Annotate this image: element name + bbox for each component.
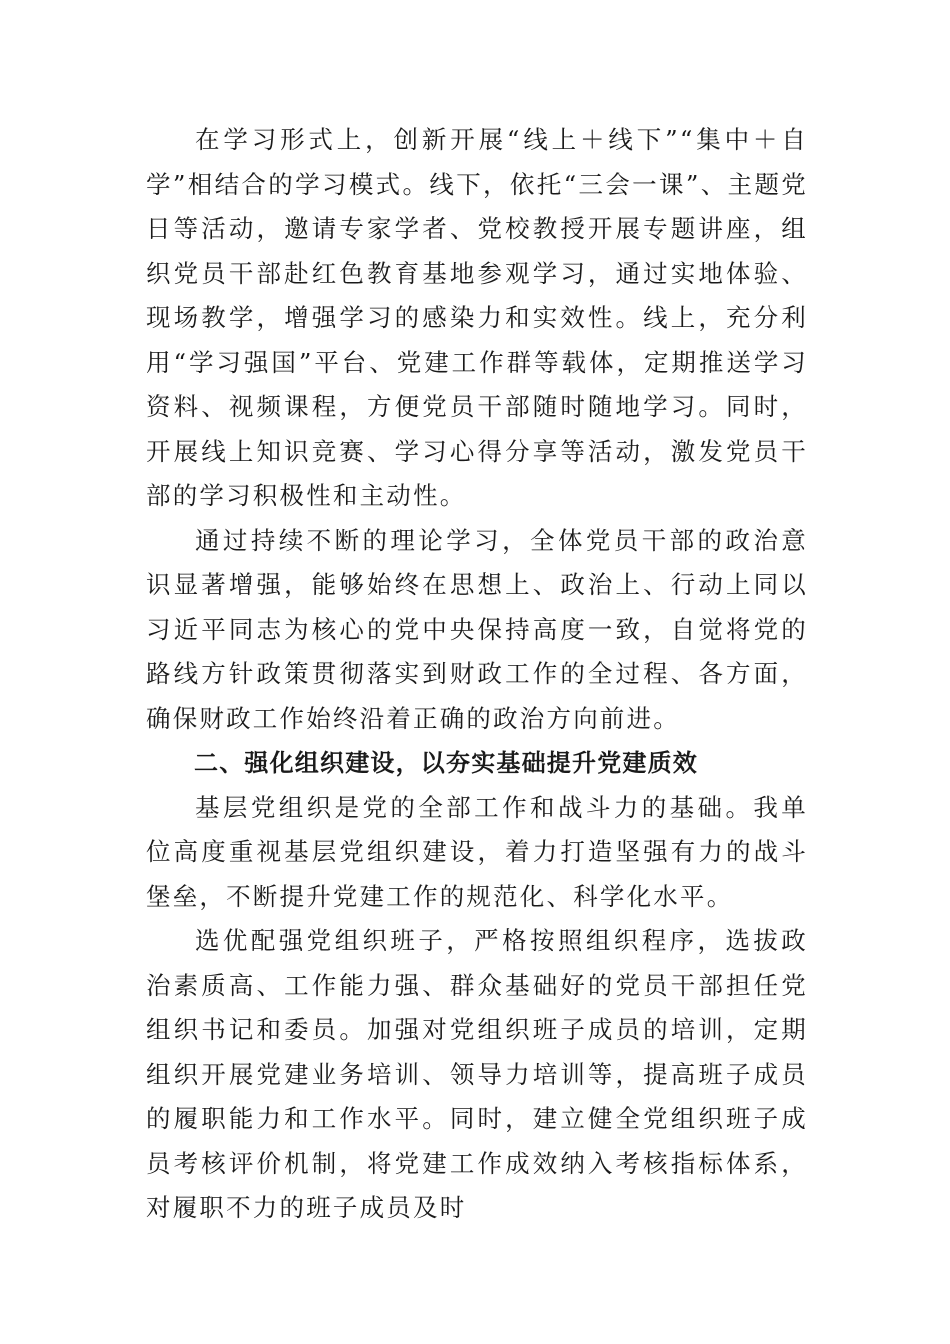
paragraph-grassroots-organization: 基层党组织是党的全部工作和战斗力的基础。我单位高度重视基层党组织建设，着力打造坚强有力的战斗堡垒，不断提升党建工作的规范化、科学化水平。 (146, 792, 808, 911)
section-heading: 二、强化组织建设，以夯实基础提升党建质效 (194, 749, 698, 777)
paragraph-learning-outcome: 通过持续不断的理论学习，全体党员干部的政治意识显著增强，能够始终在思想上、政治上、行动上同以习近平同志为核心的党中央保持高度一致，自觉将党的路线方针政策贯彻落实到财政工作的全过程、各方面，确保财政工作始终沿着正确的政治方向前进。 (146, 525, 808, 733)
paragraph-learning-format: 在学习形式上，创新开展“线上＋线下”“集中＋自学”相结合的学习模式。线下，依托“三会一课”、主题党日等活动，邀请专家学者、党校教授开展专题讲座，组织党员干部赴红色教育基地参观学习，通过实地体验、现场教学，增强学习的感染力和实效性。线上，充分利用“学习强国”平台、党建工作群等载体，定期推送学习资料、视频课程，方便党员干部随时随地学习。同时，开展线上知识竞赛、学习心得分享等活动，激发党员干部的学习积极性和主动性。 (146, 125, 808, 510)
paragraph-leadership-team: 选优配强党组织班子，严格按照组织程序，选拔政治素质高、工作能力强、群众基础好的党员干部担任党组织书记和委员。加强对党组织班子成员的培训，定期组织开展党建业务培训、领导力培训等，提高班子成员的履职能力和工作水平。同时，建立健全党组织班子成员考核评价机制，将党建工作成效纳入考核指标体系，对履职不力的班子成员及时 (146, 926, 808, 1222)
document-body (146, 118, 808, 1231)
